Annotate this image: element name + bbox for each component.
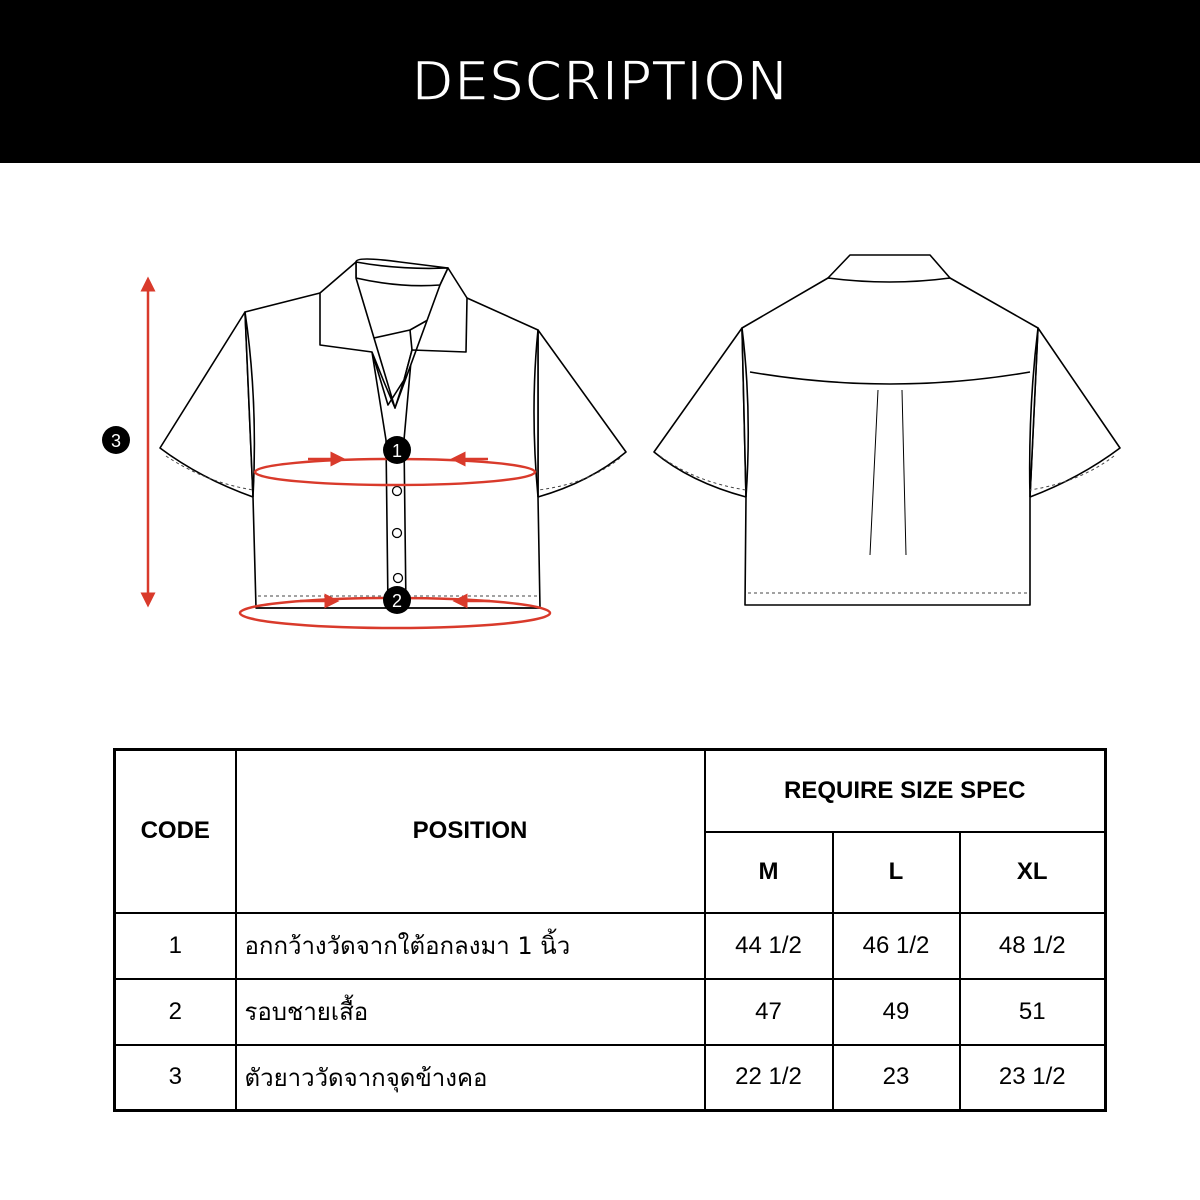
row-position: รอบชายเสื้อ [236, 979, 705, 1045]
row-value-xl: 48 1/2 [960, 913, 1106, 979]
marker-1 [383, 436, 411, 464]
table-row [115, 1045, 1106, 1111]
marker-2-label: 2 [391, 591, 403, 611]
row-position: ตัวยาววัดจากจุดข้างคอ [236, 1045, 705, 1111]
shirt-front-drawing [160, 259, 626, 608]
marker-3-label: 3 [110, 431, 122, 451]
header-code: CODE [115, 750, 236, 913]
header-size-xl: XL [960, 832, 1106, 913]
header-position: POSITION [236, 750, 705, 913]
row-code: 2 [115, 979, 236, 1045]
marker-3 [102, 426, 130, 454]
row-value-l: 49 [833, 979, 960, 1045]
table-row [115, 979, 1106, 1045]
row-value-l: 46 1/2 [833, 913, 960, 979]
size-spec-table [113, 748, 1107, 1112]
row-value-m: 44 1/2 [705, 913, 833, 979]
row-code: 3 [115, 1045, 236, 1111]
row-code: 1 [115, 913, 236, 979]
row-value-m: 22 1/2 [705, 1045, 833, 1111]
row-position: อกกว้างวัดจากใต้อกลงมา 1 นิ้ว [236, 913, 705, 979]
header-require-size-spec: REQUIRE SIZE SPEC [705, 750, 1106, 832]
header-size-l: L [833, 832, 960, 913]
marker-2 [383, 586, 411, 614]
garment-illustration [0, 163, 1200, 723]
row-value-l: 23 [833, 1045, 960, 1111]
header-size-m: M [705, 832, 833, 913]
marker-1-label: 1 [391, 441, 403, 461]
shirt-back-drawing [654, 255, 1120, 605]
table-row [115, 913, 1106, 979]
row-value-m: 47 [705, 979, 833, 1045]
header-bar [0, 0, 1200, 163]
row-value-xl: 51 [960, 979, 1106, 1045]
row-value-xl: 23 1/2 [960, 1045, 1106, 1111]
page-title: DESCRIPTION [411, 50, 789, 113]
